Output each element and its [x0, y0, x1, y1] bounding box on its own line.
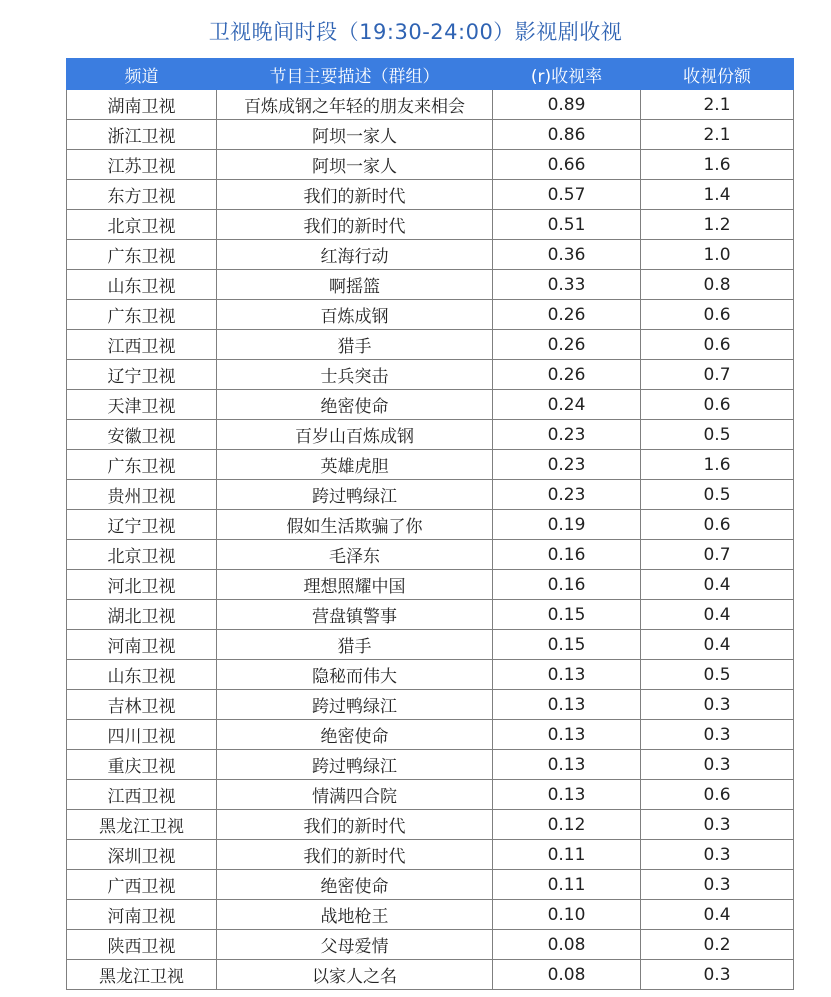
table-row: [67, 510, 794, 540]
cell-rating: 0.23: [493, 420, 641, 450]
table-row: [67, 390, 794, 420]
cell-rating: 0.13: [493, 660, 641, 690]
cell-rating: 0.12: [493, 810, 641, 840]
cell-program: 我们的新时代: [217, 180, 493, 210]
table-row: [67, 540, 794, 570]
table-body: [67, 90, 794, 990]
table-row: [67, 870, 794, 900]
cell-share: 1.4: [641, 180, 794, 210]
cell-program: 营盘镇警事: [217, 600, 493, 630]
cell-program: 红海行动: [217, 240, 493, 270]
cell-program: 百炼成钢: [217, 300, 493, 330]
table-header-row: [67, 59, 794, 90]
cell-program: 隐秘而伟大: [217, 660, 493, 690]
cell-channel: 北京卫视: [67, 540, 217, 570]
cell-rating: 0.26: [493, 360, 641, 390]
table-row: [67, 570, 794, 600]
cell-channel: 天津卫视: [67, 390, 217, 420]
cell-share: 0.3: [641, 750, 794, 780]
cell-rating: 0.15: [493, 630, 641, 660]
cell-share: 0.3: [641, 870, 794, 900]
cell-channel: 陕西卫视: [67, 930, 217, 960]
cell-channel: 辽宁卫视: [67, 510, 217, 540]
table-row: [67, 960, 794, 990]
cell-share: 0.7: [641, 540, 794, 570]
table-row: [67, 330, 794, 360]
cell-program: 父母爱情: [217, 930, 493, 960]
cell-share: 0.4: [641, 600, 794, 630]
cell-rating: 0.23: [493, 480, 641, 510]
header-share: 收视份额: [641, 59, 794, 90]
cell-rating: 0.08: [493, 930, 641, 960]
cell-program: 绝密使命: [217, 870, 493, 900]
header-program: 节目主要描述（群组）: [217, 59, 493, 90]
cell-share: 0.3: [641, 810, 794, 840]
cell-rating: 0.08: [493, 960, 641, 990]
cell-share: 0.5: [641, 660, 794, 690]
cell-program: 跨过鸭绿江: [217, 750, 493, 780]
cell-channel: 广东卫视: [67, 450, 217, 480]
table-row: [67, 450, 794, 480]
cell-program: 百炼成钢之年轻的朋友来相会: [217, 90, 493, 120]
table-row: [67, 720, 794, 750]
cell-share: 1.0: [641, 240, 794, 270]
cell-program: 绝密使命: [217, 390, 493, 420]
cell-channel: 东方卫视: [67, 180, 217, 210]
cell-program: 战地枪王: [217, 900, 493, 930]
cell-rating: 0.57: [493, 180, 641, 210]
cell-channel: 湖北卫视: [67, 600, 217, 630]
cell-share: 0.6: [641, 300, 794, 330]
cell-share: 2.1: [641, 120, 794, 150]
cell-program: 阿坝一家人: [217, 150, 493, 180]
cell-channel: 湖南卫视: [67, 90, 217, 120]
cell-channel: 山东卫视: [67, 270, 217, 300]
cell-program: 猎手: [217, 630, 493, 660]
cell-channel: 北京卫视: [67, 210, 217, 240]
cell-rating: 0.66: [493, 150, 641, 180]
cell-rating: 0.26: [493, 330, 641, 360]
cell-program: 英雄虎胆: [217, 450, 493, 480]
cell-rating: 0.13: [493, 690, 641, 720]
cell-program: 跨过鸭绿江: [217, 690, 493, 720]
table-row: [67, 120, 794, 150]
cell-share: 0.5: [641, 420, 794, 450]
cell-channel: 重庆卫视: [67, 750, 217, 780]
cell-program: 百岁山百炼成钢: [217, 420, 493, 450]
table-row: [67, 840, 794, 870]
cell-channel: 辽宁卫视: [67, 360, 217, 390]
cell-channel: 江西卫视: [67, 330, 217, 360]
cell-channel: 广东卫视: [67, 240, 217, 270]
cell-channel: 深圳卫视: [67, 840, 217, 870]
cell-program: 我们的新时代: [217, 210, 493, 240]
cell-share: 2.1: [641, 90, 794, 120]
cell-channel: 贵州卫视: [67, 480, 217, 510]
cell-share: 0.5: [641, 480, 794, 510]
cell-channel: 江西卫视: [67, 780, 217, 810]
table-row: [67, 180, 794, 210]
cell-rating: 0.16: [493, 540, 641, 570]
table-row: [67, 600, 794, 630]
cell-share: 0.6: [641, 780, 794, 810]
cell-program: 我们的新时代: [217, 840, 493, 870]
cell-program: 跨过鸭绿江: [217, 480, 493, 510]
table-row: [67, 630, 794, 660]
cell-rating: 0.15: [493, 600, 641, 630]
cell-rating: 0.19: [493, 510, 641, 540]
table-row: [67, 900, 794, 930]
cell-share: 0.3: [641, 720, 794, 750]
cell-rating: 0.26: [493, 300, 641, 330]
cell-program: 假如生活欺骗了你: [217, 510, 493, 540]
cell-channel: 黑龙江卫视: [67, 960, 217, 990]
cell-rating: 0.23: [493, 450, 641, 480]
cell-channel: 浙江卫视: [67, 120, 217, 150]
cell-program: 以家人之名: [217, 960, 493, 990]
cell-rating: 0.86: [493, 120, 641, 150]
cell-share: 0.3: [641, 840, 794, 870]
header-channel: 频道: [67, 59, 217, 90]
table-row: [67, 480, 794, 510]
cell-share: 0.3: [641, 690, 794, 720]
cell-share: 0.6: [641, 510, 794, 540]
cell-channel: 吉林卫视: [67, 690, 217, 720]
table-row: [67, 90, 794, 120]
cell-share: 0.7: [641, 360, 794, 390]
cell-program: 猎手: [217, 330, 493, 360]
cell-channel: 江苏卫视: [67, 150, 217, 180]
cell-channel: 广东卫视: [67, 300, 217, 330]
cell-share: 0.6: [641, 390, 794, 420]
cell-channel: 四川卫视: [67, 720, 217, 750]
cell-program: 啊摇篮: [217, 270, 493, 300]
cell-rating: 0.33: [493, 270, 641, 300]
cell-share: 1.2: [641, 210, 794, 240]
cell-rating: 0.36: [493, 240, 641, 270]
cell-channel: 安徽卫视: [67, 420, 217, 450]
table-row: [67, 780, 794, 810]
cell-program: 阿坝一家人: [217, 120, 493, 150]
table-row: [67, 210, 794, 240]
cell-share: 1.6: [641, 450, 794, 480]
cell-channel: 黑龙江卫视: [67, 810, 217, 840]
cell-channel: 山东卫视: [67, 660, 217, 690]
cell-rating: 0.13: [493, 720, 641, 750]
cell-rating: 0.10: [493, 900, 641, 930]
cell-program: 理想照耀中国: [217, 570, 493, 600]
ratings-table: [66, 58, 794, 990]
cell-channel: 河南卫视: [67, 900, 217, 930]
cell-rating: 0.51: [493, 210, 641, 240]
table-row: [67, 150, 794, 180]
cell-rating: 0.13: [493, 750, 641, 780]
cell-program: 毛泽东: [217, 540, 493, 570]
table-row: [67, 300, 794, 330]
table-row: [67, 750, 794, 780]
cell-channel: 广西卫视: [67, 870, 217, 900]
cell-channel: 河南卫视: [67, 630, 217, 660]
cell-rating: 0.24: [493, 390, 641, 420]
cell-share: 0.6: [641, 330, 794, 360]
cell-share: 0.4: [641, 630, 794, 660]
cell-rating: 0.13: [493, 780, 641, 810]
table-row: [67, 240, 794, 270]
cell-share: 0.8: [641, 270, 794, 300]
table-row: [67, 360, 794, 390]
table-row: [67, 810, 794, 840]
cell-program: 我们的新时代: [217, 810, 493, 840]
cell-channel: 河北卫视: [67, 570, 217, 600]
cell-program: 士兵突击: [217, 360, 493, 390]
table-row: [67, 690, 794, 720]
cell-rating: 0.11: [493, 870, 641, 900]
cell-share: 0.4: [641, 570, 794, 600]
cell-rating: 0.11: [493, 840, 641, 870]
header-rating: (r)收视率: [493, 59, 641, 90]
cell-share: 1.6: [641, 150, 794, 180]
cell-share: 0.3: [641, 960, 794, 990]
table-row: [67, 270, 794, 300]
cell-program: 情满四合院: [217, 780, 493, 810]
table-row: [67, 420, 794, 450]
cell-rating: 0.89: [493, 90, 641, 120]
cell-program: 绝密使命: [217, 720, 493, 750]
cell-share: 0.4: [641, 900, 794, 930]
table-row: [67, 930, 794, 960]
cell-rating: 0.16: [493, 570, 641, 600]
table-row: [67, 660, 794, 690]
cell-share: 0.2: [641, 930, 794, 960]
document-title: 卫视晚间时段（19:30-24:00）影视剧收视: [208, 20, 623, 44]
